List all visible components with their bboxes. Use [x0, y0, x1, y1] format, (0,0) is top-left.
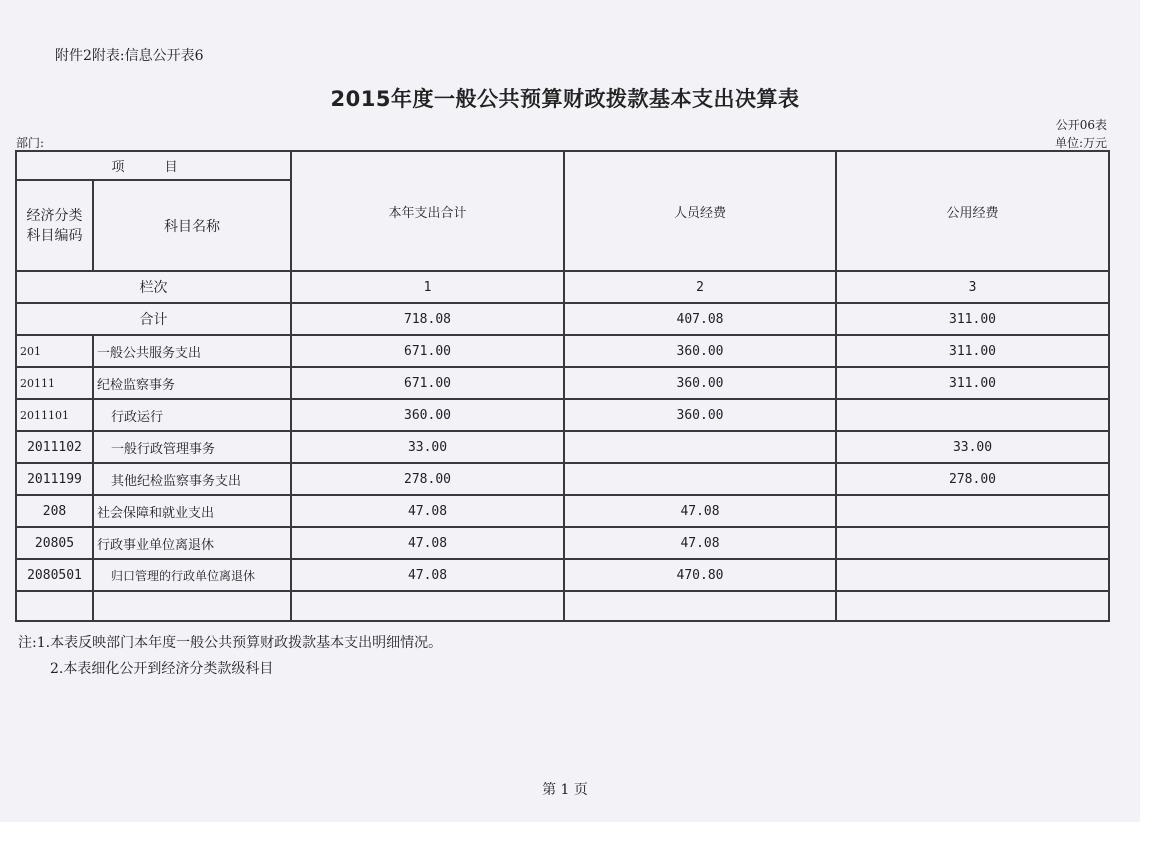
table-row: [16, 559, 1109, 591]
row-public: 33.00: [836, 431, 1109, 463]
row-public: [836, 559, 1109, 591]
row-name: 纪检监察事务: [93, 367, 291, 399]
row-total: 47.08: [291, 559, 564, 591]
row-personnel: 360.00: [564, 399, 836, 431]
row-name: 一般行政管理事务: [93, 431, 291, 463]
table-row: [16, 399, 1109, 431]
empty-cell: [16, 591, 93, 621]
row-personnel: 360.00: [564, 335, 836, 367]
row-name: 行政事业单位离退休: [93, 527, 291, 559]
department-label: 部门:: [16, 136, 45, 150]
name-header: 科目名称: [93, 180, 291, 271]
row-code: 2011101: [16, 399, 93, 431]
row-code: 208: [16, 495, 93, 527]
row-name: 其他纪检监察事务支出: [93, 463, 291, 495]
row-total: 47.08: [291, 527, 564, 559]
row-personnel: [564, 431, 836, 463]
project-header: 项 目: [16, 151, 291, 180]
row-personnel: 470.80: [564, 559, 836, 591]
row-name: 归口管理的行政单位离退休: [93, 559, 291, 591]
row-public: 311.00: [836, 367, 1109, 399]
empty-cell: [93, 591, 291, 621]
table-row: [16, 367, 1109, 399]
header-row-project: [16, 151, 1109, 180]
total-header: 本年支出合计: [291, 151, 564, 271]
row-personnel: 47.08: [564, 527, 836, 559]
summary-personnel: 407.08: [564, 303, 836, 335]
column-index-3: 3: [836, 271, 1109, 303]
row-code: 201: [16, 335, 93, 367]
page-number: 第 1 页: [542, 782, 588, 798]
row-code: 2080501: [16, 559, 93, 591]
page-title: 2015年度一般公共预算财政拨款基本支出决算表: [330, 87, 800, 111]
row-personnel: [564, 463, 836, 495]
row-public: [836, 399, 1109, 431]
row-name: 社会保障和就业支出: [93, 495, 291, 527]
column-index-1: 1: [291, 271, 564, 303]
empty-row: [16, 591, 1109, 621]
expenditure-table: [15, 150, 1110, 622]
column-index-label: 栏次: [16, 271, 291, 303]
annex-label: 附件2附表:信息公开表6: [55, 48, 204, 64]
note-2: 2.本表细化公开到经济分类款级科目: [50, 661, 274, 677]
empty-cell: [291, 591, 564, 621]
unit-label: 单位:万元: [1054, 136, 1107, 150]
row-code: 2011199: [16, 463, 93, 495]
row-public: 311.00: [836, 335, 1109, 367]
empty-cell: [836, 591, 1109, 621]
row-public: 278.00: [836, 463, 1109, 495]
summary-label: 合计: [16, 303, 291, 335]
column-index-2: 2: [564, 271, 836, 303]
empty-cell: [564, 591, 836, 621]
row-total: 47.08: [291, 495, 564, 527]
table-row: [16, 463, 1109, 495]
row-personnel: 360.00: [564, 367, 836, 399]
row-total: 671.00: [291, 367, 564, 399]
table-row: [16, 431, 1109, 463]
form-number: 公开06表: [1055, 118, 1107, 132]
code-header: 经济分类 科目编码: [16, 180, 93, 271]
row-total: 278.00: [291, 463, 564, 495]
column-index-row: [16, 271, 1109, 303]
row-code: 20805: [16, 527, 93, 559]
summary-row: [16, 303, 1109, 335]
summary-total: 718.08: [291, 303, 564, 335]
table-row: [16, 527, 1109, 559]
row-code: 20111: [16, 367, 93, 399]
row-code: 2011102: [16, 431, 93, 463]
paper-bottom-edge: [0, 822, 1170, 850]
table-row: [16, 335, 1109, 367]
row-total: 671.00: [291, 335, 564, 367]
row-personnel: 47.08: [564, 495, 836, 527]
row-public: [836, 495, 1109, 527]
table-row: [16, 495, 1109, 527]
row-total: 33.00: [291, 431, 564, 463]
personnel-header: 人员经费: [564, 151, 836, 271]
row-total: 360.00: [291, 399, 564, 431]
summary-public: 311.00: [836, 303, 1109, 335]
note-1: 注:1.本表反映部门本年度一般公共预算财政拨款基本支出明细情况。: [18, 635, 443, 651]
row-name: 行政运行: [93, 399, 291, 431]
row-name: 一般公共服务支出: [93, 335, 291, 367]
public-header: 公用经费: [836, 151, 1109, 271]
paper-edge: [1140, 0, 1170, 850]
row-public: [836, 527, 1109, 559]
